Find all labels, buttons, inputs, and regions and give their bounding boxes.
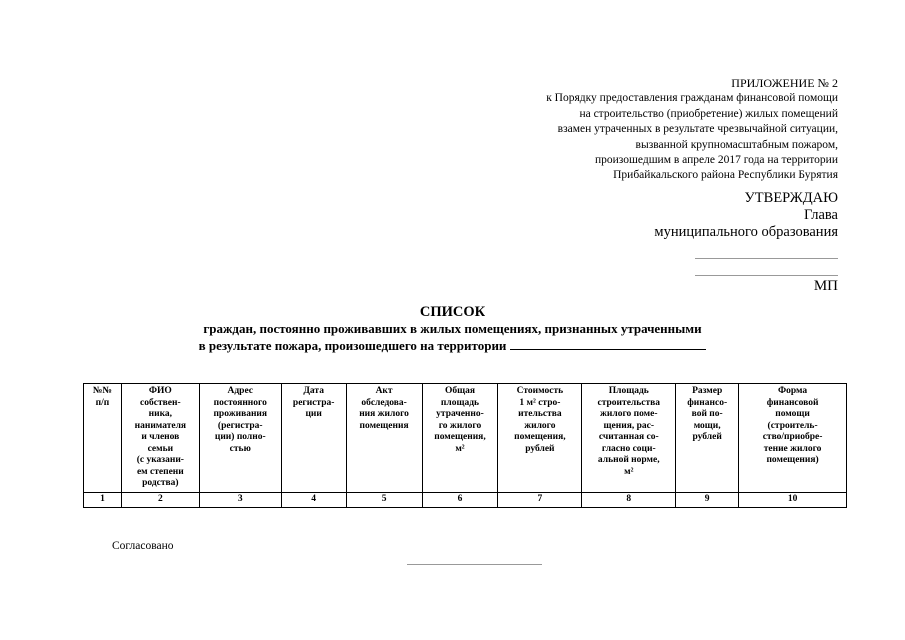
column-header: Форма финансовой помощи (строитель- ство/приобре- тение жилого помещения) bbox=[739, 384, 847, 493]
column-header: Стоимость 1 м² стро- ительства жилого помещения, рублей bbox=[498, 384, 582, 493]
appendix-line: Прибайкальского района Республики Бурятия bbox=[613, 169, 838, 182]
appendix-line: на строительство (приобретение) жилых помещений bbox=[579, 107, 838, 120]
appendix-line: вызванной крупномасштабным пожаром, bbox=[635, 138, 838, 151]
appendix-title: ПРИЛОЖЕНИЕ № 2 bbox=[731, 76, 838, 90]
column-header: Размер финансо- вой по- мощи, рублей bbox=[676, 384, 739, 493]
column-number: 6 bbox=[422, 492, 498, 507]
appendix-line: произошедшим в апреле 2017 года на территории bbox=[595, 154, 838, 167]
table-number-row bbox=[84, 492, 847, 507]
column-number: 2 bbox=[121, 492, 199, 507]
column-header: Общая площадь утраченно- го жилого помещения, м² bbox=[422, 384, 498, 493]
table-header-row bbox=[84, 384, 847, 493]
appendix-line: к Порядку предоставления гражданам финансовой помощи bbox=[546, 92, 838, 105]
column-header: Дата регистра- ции bbox=[281, 384, 346, 493]
column-number: 7 bbox=[498, 492, 582, 507]
territory-label: в результате пожара, произошедшего на территории bbox=[198, 338, 507, 353]
appendix-line: взамен утраченных в результате чрезвычайной ситуации, bbox=[557, 123, 838, 136]
column-number: 10 bbox=[739, 492, 847, 507]
citizens-table bbox=[83, 383, 847, 508]
column-number: 8 bbox=[582, 492, 676, 507]
column-number: 9 bbox=[676, 492, 739, 507]
document-heading bbox=[0, 304, 905, 354]
approval-position: Глава bbox=[803, 207, 838, 223]
column-number: 4 bbox=[281, 492, 346, 507]
agreed-signature-line bbox=[407, 564, 542, 565]
column-header: Площадь строительства жилого поме- щения, рас- считанная со- гласно соци- альной норме, м² bbox=[582, 384, 676, 493]
agreed-label: Согласовано bbox=[112, 540, 174, 552]
column-header: Акт обследова- ния жилого помещения bbox=[346, 384, 422, 493]
territory-blank-field bbox=[510, 337, 706, 350]
signature-line bbox=[695, 275, 838, 276]
column-number: 5 bbox=[346, 492, 422, 507]
column-header: ФИО собствен- ника, нанимателя и членов семьи (с указани- ем степени родства) bbox=[121, 384, 199, 493]
stamp-label: МП bbox=[813, 278, 838, 294]
document-subtitle-line bbox=[0, 337, 905, 354]
approval-title: УТВЕРЖДАЮ bbox=[744, 190, 838, 206]
approval-block bbox=[538, 190, 838, 241]
column-number: 1 bbox=[84, 492, 122, 507]
signature-line bbox=[695, 258, 838, 259]
appendix-block bbox=[418, 76, 838, 184]
document-title: СПИСОК bbox=[419, 304, 486, 320]
column-header: Адрес постоянного проживания (регистра- ции) полно- стью bbox=[199, 384, 281, 493]
document-subtitle: граждан, постоянно проживавших в жилых помещениях, признанных утраченными bbox=[203, 321, 702, 336]
approval-organization: муниципального образования bbox=[654, 224, 838, 240]
column-number: 3 bbox=[199, 492, 281, 507]
column-header: №№ п/п bbox=[84, 384, 122, 493]
